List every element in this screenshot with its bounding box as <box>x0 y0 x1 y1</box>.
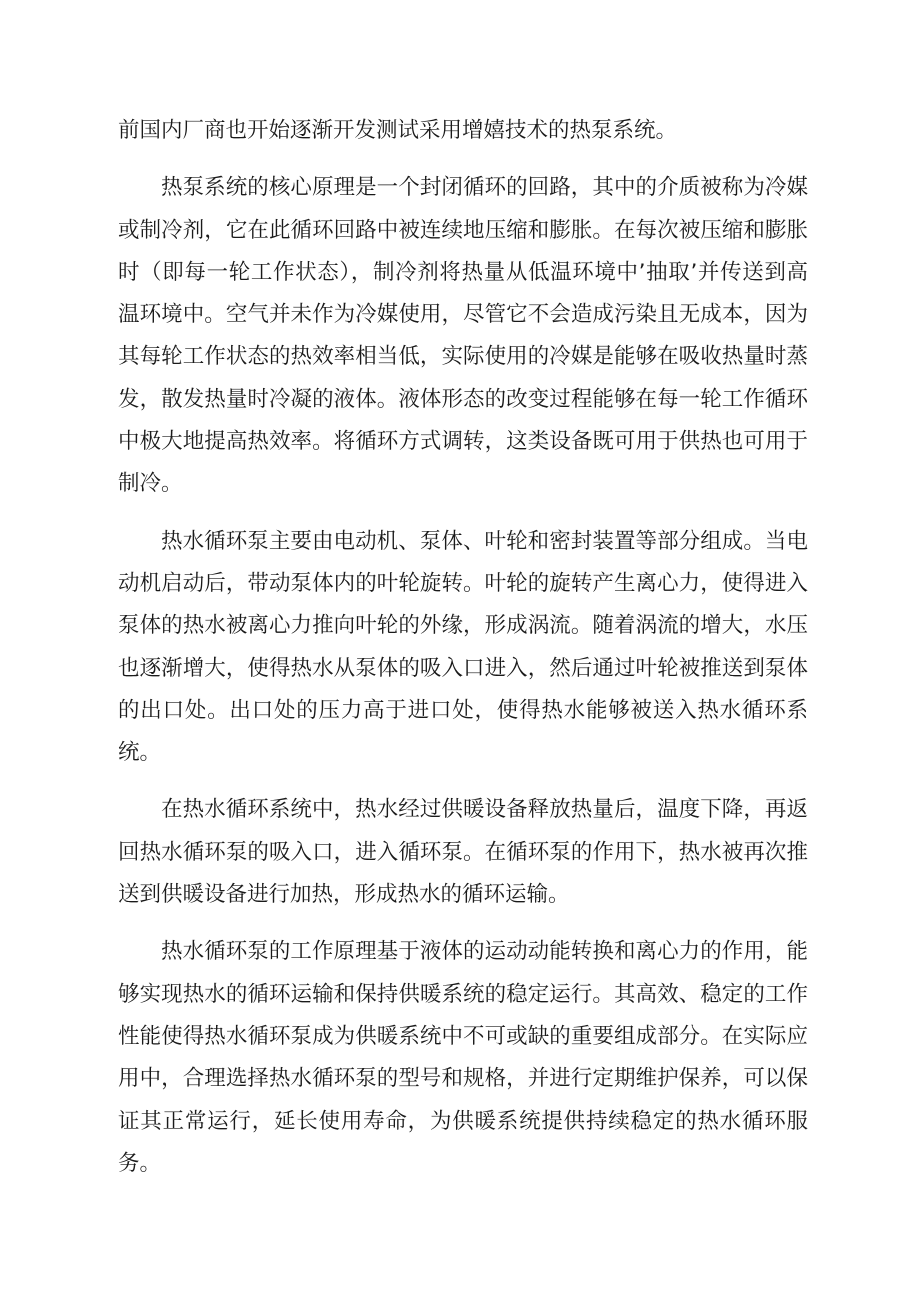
paragraph-1: 前国内厂商也开始逐渐开发测试采用增嬉技术的热泵系统。 <box>118 118 678 143</box>
paragraph-2: 热泵系统的核心原理是一个封闭循环的回路，其中的介质被称为冷媒或制冷剂，它在此循环回路中被连续地压缩和膨胀。在每次被压缩和膨胀时（即每一轮工作状态），制冷剂将热量从低温环境中’抽取’并传送到高温环境中。空气并未作为冷媒使用，尽管它不会造成污染且无成本，因为其每轮工作状态的热效率相当低，实际使用的冷媒是能够在吸收热量时蒸发，散发热量时冷凝的液体。液体形态的改变过程能够在每一轮工作循环中极大地提高热效率。将循环方式调转，这类设备既可用于供热也可用于制冷。 <box>118 175 808 497</box>
paragraph-3: 热水循环泵主要由电动机、泵体、叶轮和密封装置等部分组成。当电动机启动后，带动泵体内的叶轮旋转。叶轮的旋转产生离心力，使得进入泵体的热水被离心力推向叶轮的外缘，形成涡流。随着涡流的增大，水压也逐渐增大，使得热水从泵体的吸入口进入，然后通过叶轮被推送到泵体的出口处。出口处的压力高于进口处，使得热水能够被送入热水循环系统。 <box>118 528 808 766</box>
document-body <box>118 110 808 1200</box>
paragraph-4: 在热水循环系统中，热水经过供暖设备释放热量后，温度下降，再返回热水循环泵的吸入口，进入循环泵。在循环泵的作用下，热水被再次推送到供暖设备进行加热，形成热水的循环运输。 <box>118 797 808 908</box>
paragraph-5: 热水循环泵的工作原理基于液体的运动动能转换和离心力的作用，能够实现热水的循环运输和保持供暖系统的稳定运行。其高效、稳定的工作性能使得热水循环泵成为供暖系统中不可或缺的重要组成部分。在实际应用中，合理选择热水循环泵的型号和规格，并进行定期维护保养，可以保证其正常运行，延长使用寿命，为供暖系统提供持续稳定的热水循环服务。 <box>118 939 808 1176</box>
